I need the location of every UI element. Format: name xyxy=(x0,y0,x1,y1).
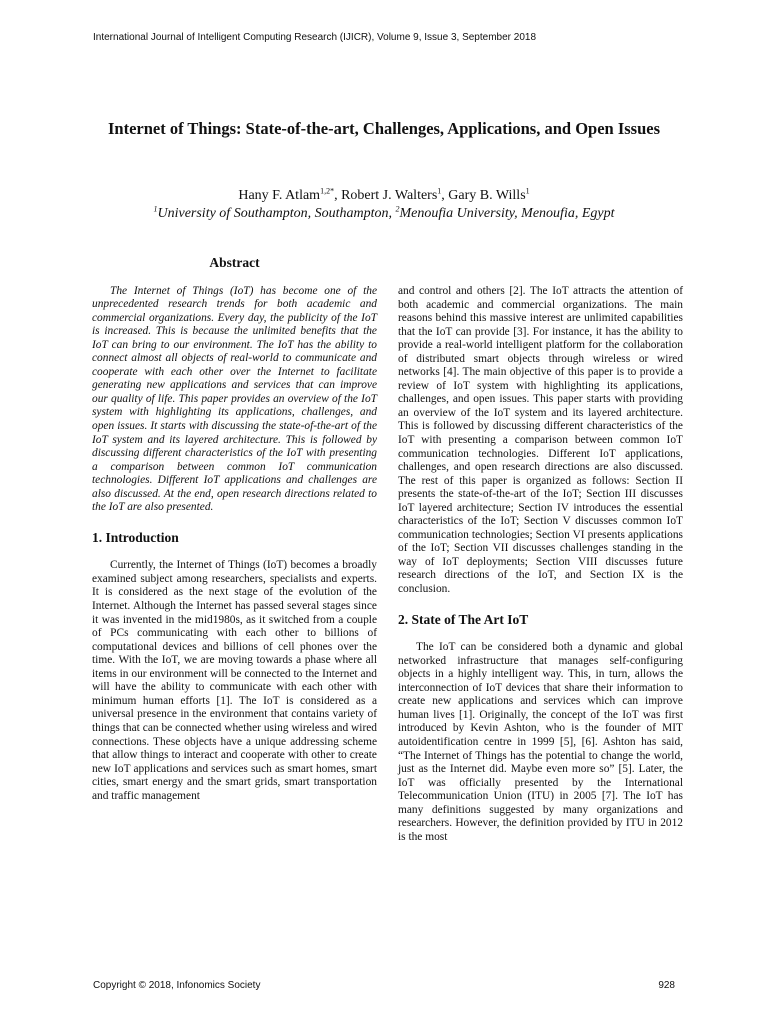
affiliations xyxy=(60,205,708,223)
affil-sup: 1 xyxy=(153,204,158,214)
left-column xyxy=(92,256,377,803)
author-sep: , xyxy=(441,188,449,203)
author-sup: 1 xyxy=(437,186,442,196)
introduction-paragraph: Currently, the Internet of Things (IoT) becomes a broadly examined subject among researchers, specialists and experts. It is considered as the next stage of the evolution of the Internet. Although the Internet has passed several stages since it was invented in the mid1980s, as it switched from a couple of PCs communicating with each other to billions of computational devices and billions of cell phones over the time. With the IoT, we are moving towards a phase where all items in our environment will be connected to the Internet and will have the ability to communicate with each other with minimum human efforts [1]. The IoT is considered as a universal presence in the environment that contains variety of things that can be connected whether using wireless and wired connections. These objects have a unique addressing scheme that allow things to interact and cooperate with other to create new IoT applications and services such as smart homes, smart cities, smart energy and the smart grids, smart transportation and traffic management xyxy=(92,559,377,802)
abstract-text: The Internet of Things (IoT) has become one of the unprecedented research trends for both academic and commercial organizations. Every day, the publicity of the IoT is increased. This is because the unlimited benefits that the IoT can bring to our environment. The IoT has the ability to connect almost all objects of real-world to communicate and cooperate with each other over the Internet to facilitate generating new applications and services that can improve our quality of life. This paper provides an overview of the IoT system with highlighting its applications, challenges, and open issues. It starts with discussing the state-of-the-art of the IoT system and its layered architecture. This is followed by discussing different characteristics of the IoT with presenting a comparison between common IoT communication technologies. Different IoT applications and challenges are also discussed. At the end, open research directions related to the IoT are also presented. xyxy=(92,284,377,514)
page-number: 928 xyxy=(658,980,675,991)
state-of-art-paragraph: The IoT can be considered both a dynamic and global networked infrastructure that manages self-configuring objects in a highly intelligent way. This, in turn, allows the interconnection of IoT devices that share their information to create new applications and services which can improve human lives [1]. Originally, the concept of the IoT was first introduced by Kevin Ashton, who is the founder of MIT autoidentification centre in 1999 [5], [6]. Ashton has said, “The Internet of Things has the potential to change the world, just as the Internet did. Maybe even more so” [5]. Later, the IoT was officially presented by the International Telecommunication Union (ITU) in 2005 [7]. The IoT has many definitions suggested by many organizations and researchers. However, the definition provided by ITU in 2012 is the most xyxy=(398,641,683,843)
section-heading-state-of-art: 2. State of The Art IoT xyxy=(398,611,529,627)
right-column xyxy=(398,285,683,844)
introduction-paragraph-continued: and control and others [2]. The IoT attracts the attention of both academic and commercial organizations. The main reasons behind this massive interest are unlimited capabilities that the IoT can provide [3]. For instance, it has the ability to provide a real-world intelligent platform for the collaboration of distributed smart objects through wireless or wired networks [4]. The main objective of this paper is to provide a review of IoT system with highlighting its applications, challenges, and open issues. This paper starts with providing an overview of the IoT system and its layered architecture. This is followed by discussing different characteristics of the IoT with presenting a comparison between common IoT communication technologies. Different IoT applications, challenges, and open research directions are also discussed. The rest of this paper is organized as follows: Section II presents the state-of-the-art of the IoT; Section III discusses IoT layered architecture; Section IV introduces the essential characteristics of the IoT; Section V discusses common IoT communication technologies; Section VI presents applications of the IoT; Section VII discusses challenges standing in the way of IoT deployments; Section VIII discusses future research directions of the IoT, and Section IX is the conclusion. xyxy=(398,285,683,596)
author-name: Robert J. Walters xyxy=(341,188,438,203)
author-list xyxy=(60,187,708,205)
author-name: Hany F. Atlam xyxy=(238,188,321,203)
author-sep: , xyxy=(334,188,342,203)
section-heading-introduction: 1. Introduction xyxy=(92,529,179,545)
footer-copyright: Copyright © 2018, Infonomics Society xyxy=(93,980,261,991)
affil-text: Menoufia University, Menoufia, Egypt xyxy=(399,206,615,221)
running-header: International Journal of Intelligent Computing Research (IJICR), Volume 9, Issue 3, September 2018 xyxy=(93,32,537,43)
affil-text: University of Southampton, Southampton, xyxy=(157,206,396,221)
author-name: Gary B. Wills xyxy=(448,188,526,203)
abstract-heading: Abstract xyxy=(209,255,260,270)
author-sup: 1,2* xyxy=(320,186,335,196)
affil-sup: 2 xyxy=(395,204,400,214)
paper-title: Internet of Things: State-of-the-art, Challenges, Applications, and Open Issues xyxy=(107,119,661,138)
author-sup: 1 xyxy=(525,186,530,196)
